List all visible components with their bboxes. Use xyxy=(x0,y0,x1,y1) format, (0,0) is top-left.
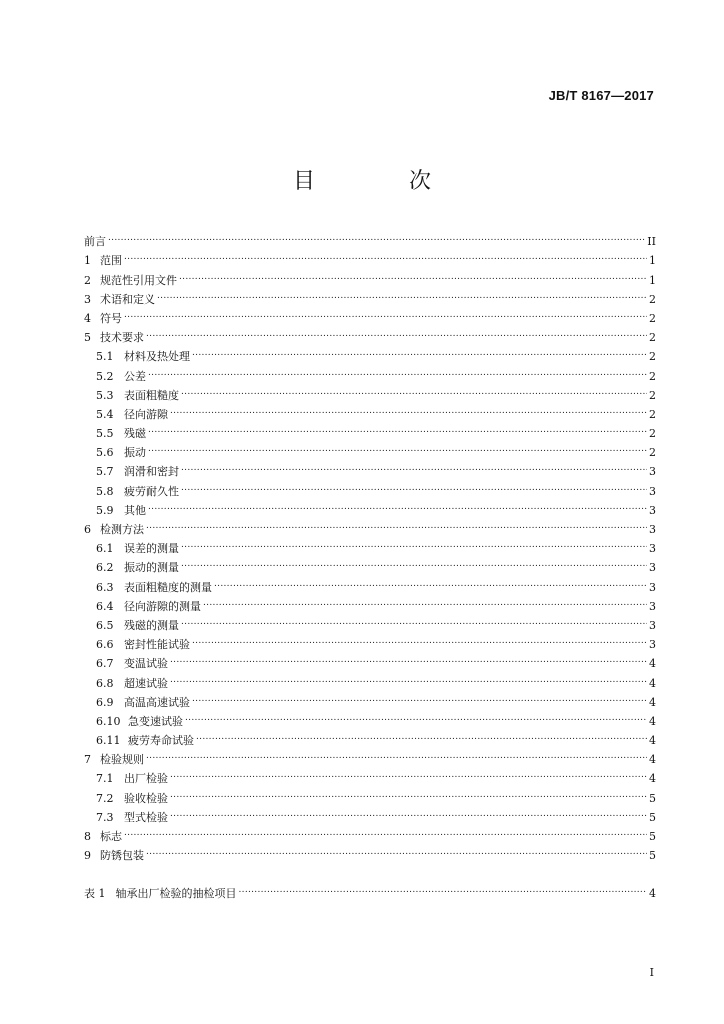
toc-entry-number: 7.2 xyxy=(96,791,114,805)
toc-entry-page: 3 xyxy=(649,618,656,632)
dot-leader xyxy=(124,821,647,840)
toc-entry-number: 6.5 xyxy=(96,618,114,632)
toc-entry-page: 2 xyxy=(649,311,656,325)
toc-entry-label: 前言 xyxy=(84,235,106,249)
toc-entry[interactable] xyxy=(84,840,656,863)
toc-entry[interactable] xyxy=(84,360,656,383)
dot-leader xyxy=(146,514,647,533)
toc-entry-number: 7.1 xyxy=(96,772,114,786)
toc-entry-label: 误差的测量 xyxy=(124,542,179,556)
toc-entry[interactable] xyxy=(84,667,656,690)
toc-entry-page: 3 xyxy=(649,561,656,575)
toc-entry-label: 出厂检验 xyxy=(124,772,168,786)
toc-entry-page: 2 xyxy=(649,292,656,306)
toc-entry-number: 5.8 xyxy=(96,484,114,498)
dot-leader xyxy=(181,552,647,571)
page-title: 目 次 xyxy=(292,169,467,194)
toc-entry-label: 残磁 xyxy=(124,427,146,441)
toc-entry-label: 验收检验 xyxy=(124,791,168,805)
toc-entry-page: 4 xyxy=(649,714,656,728)
toc-entry-number: 6 xyxy=(84,523,91,536)
toc-entry-number: 6.6 xyxy=(96,638,114,652)
toc-entry[interactable] xyxy=(84,802,656,824)
toc-entry-label: 检验规则 xyxy=(100,753,144,767)
dot-leader xyxy=(179,264,647,283)
toc-entry-number: 6.10 xyxy=(96,714,121,728)
toc-entry[interactable] xyxy=(84,821,656,843)
toc-entry-page: 3 xyxy=(649,580,656,594)
toc-entry[interactable] xyxy=(84,226,656,249)
dot-leader xyxy=(214,571,647,590)
toc-entry[interactable] xyxy=(84,495,656,517)
toc-entry-page: 5 xyxy=(649,810,656,824)
standard-number: JB/T 8167—2017 xyxy=(548,88,654,103)
toc-entry-label: 急变速试验 xyxy=(128,714,183,728)
toc-entry[interactable] xyxy=(84,418,656,441)
toc-entry-number: 2 xyxy=(84,273,91,287)
toc-entry-label: 高温高速试验 xyxy=(124,695,190,709)
toc-entry-number: 5.5 xyxy=(96,427,114,441)
toc-entry-label: 疲劳耐久性 xyxy=(124,484,179,498)
toc-entry-page: 3 xyxy=(649,503,656,517)
toc-entry[interactable] xyxy=(84,763,656,786)
toc-entry-number: 5.1 xyxy=(96,350,114,364)
toc-entry-label: 术语和定义 xyxy=(100,292,155,306)
dot-leader xyxy=(203,591,647,610)
toc-entry[interactable] xyxy=(84,303,656,325)
toc-entry-label: 技术要求 xyxy=(100,331,144,345)
toc-entry-page: II xyxy=(647,235,656,249)
toc-entry-number: 5.6 xyxy=(96,446,114,460)
toc-entry-label: 标志 xyxy=(100,830,122,843)
toc-entry-page: 5 xyxy=(649,791,656,805)
dot-leader xyxy=(181,533,647,552)
toc-entry-number: 6.9 xyxy=(96,695,114,709)
toc-entry-label: 型式检验 xyxy=(124,810,168,824)
toc-entry[interactable] xyxy=(84,380,656,402)
toc-entry[interactable] xyxy=(84,782,656,805)
toc-entry-label: 范围 xyxy=(100,254,122,268)
toc-entry[interactable] xyxy=(84,264,656,287)
toc-entry[interactable] xyxy=(84,648,656,671)
dot-leader xyxy=(185,706,647,725)
toc-entry-number: 8 xyxy=(84,830,91,843)
toc-entry-page: 3 xyxy=(649,638,656,652)
toc-entry[interactable] xyxy=(84,245,656,268)
toc-entry[interactable] xyxy=(84,514,656,536)
toc-entry-number: 5.3 xyxy=(96,388,114,402)
toc-entry-number: 7 xyxy=(84,753,91,767)
dot-leader xyxy=(170,667,647,686)
toc-entry-label: 润滑和密封 xyxy=(124,465,179,479)
toc-entry-number: 6.7 xyxy=(96,657,114,671)
toc-entry-number: 9 xyxy=(84,849,91,863)
toc-entry-page: 2 xyxy=(649,331,656,345)
dot-leader xyxy=(192,629,647,648)
toc-entry-number: 3 xyxy=(84,292,91,306)
toc-entry-page: 3 xyxy=(649,523,656,536)
toc-entry-number: 4 xyxy=(84,311,91,325)
dot-leader xyxy=(192,687,647,706)
toc-entry-label: 残磁的测量 xyxy=(124,618,179,632)
dot-leader xyxy=(148,437,647,456)
toc-entry-page: 4 xyxy=(649,657,656,671)
dot-leader xyxy=(170,782,647,801)
dot-leader xyxy=(157,284,647,303)
dot-leader xyxy=(170,802,647,821)
toc-entry-label: 检测方法 xyxy=(100,523,144,536)
toc-entry-page: 2 xyxy=(649,407,656,421)
dot-leader xyxy=(170,648,647,667)
toc-entry-label: 轴承出厂检验的抽检项目 xyxy=(115,887,237,901)
dot-leader xyxy=(192,341,647,360)
toc-entry-page: 2 xyxy=(649,427,656,441)
dot-leader xyxy=(108,226,646,245)
dot-leader xyxy=(124,245,647,264)
toc-entry-number: 7.3 xyxy=(96,810,114,824)
toc-entry-page: 1 xyxy=(649,273,656,287)
toc-entry-number: 5 xyxy=(84,331,91,345)
toc-entry[interactable] xyxy=(84,687,656,709)
toc-entry-label: 变温试验 xyxy=(124,657,168,671)
toc-entry[interactable] xyxy=(84,744,656,767)
toc-entry-page: 5 xyxy=(649,849,656,863)
toc-entry-page: 1 xyxy=(649,254,656,268)
toc-entry-page: 2 xyxy=(649,369,656,383)
toc-entry-page: 4 xyxy=(649,695,656,709)
dot-leader xyxy=(170,763,647,782)
toc-entry-label: 振动 xyxy=(124,446,146,460)
dot-leader xyxy=(170,399,647,418)
page-number: I xyxy=(649,966,654,979)
toc-entry-number: 6.4 xyxy=(96,599,114,613)
dot-leader xyxy=(196,725,647,744)
toc-entry-label: 规范性引用文件 xyxy=(100,273,177,287)
toc-entry-label: 超速试验 xyxy=(124,676,168,690)
toc-entry-page: 2 xyxy=(649,350,656,364)
toc-entry[interactable] xyxy=(84,341,656,364)
toc-entry-label: 振动的测量 xyxy=(124,561,179,575)
toc-entry-label: 其他 xyxy=(124,503,146,517)
toc-entry-page: 3 xyxy=(649,599,656,613)
dot-leader xyxy=(181,610,647,629)
toc-entry-number: 6.1 xyxy=(96,542,114,556)
toc-entry-number: 5.4 xyxy=(96,407,114,421)
table-of-contents xyxy=(84,226,656,901)
toc-entry-label: 径向游隙的测量 xyxy=(124,599,201,613)
toc-entry-label: 表面粗糙度 xyxy=(124,388,179,402)
toc-entry-number: 5.9 xyxy=(96,503,114,517)
toc-entry[interactable] xyxy=(84,322,656,345)
toc-entry-page: 4 xyxy=(649,772,656,786)
toc-entry-label: 密封性能试验 xyxy=(124,638,190,652)
toc-entry-label: 径向游隙 xyxy=(124,407,168,421)
toc-entry-label: 防锈包装 xyxy=(100,849,144,863)
toc-entry-label: 材料及热处理 xyxy=(124,350,190,364)
toc-entry[interactable] xyxy=(84,284,656,306)
toc-entry-page: 3 xyxy=(649,484,656,498)
toc-entry-number: 5.2 xyxy=(96,369,114,383)
dot-leader xyxy=(148,360,647,379)
table-list-entry[interactable] xyxy=(84,878,656,901)
toc-entry[interactable] xyxy=(84,456,656,479)
toc-entry-number: 表 1 xyxy=(84,887,106,901)
toc-entry-number: 6.2 xyxy=(96,561,114,575)
toc-entry-number: 1 xyxy=(84,254,91,268)
toc-entry-page: 4 xyxy=(649,753,656,767)
toc-entry-page: 4 xyxy=(649,887,656,901)
toc-entry-page: 4 xyxy=(649,734,656,748)
toc-entry-number: 6.8 xyxy=(96,676,114,690)
toc-entry-page: 2 xyxy=(649,388,656,402)
toc-entry-number: 5.7 xyxy=(96,465,114,479)
toc-entry-label: 疲劳寿命试验 xyxy=(128,734,194,748)
dot-leader xyxy=(181,456,647,475)
dot-leader xyxy=(146,744,647,763)
toc-entry-label: 表面粗糙度的测量 xyxy=(124,580,212,594)
dot-leader xyxy=(124,303,647,322)
toc-entry[interactable] xyxy=(84,533,656,556)
dot-leader xyxy=(181,380,647,399)
dot-leader xyxy=(181,475,647,494)
toc-entry-label: 公差 xyxy=(124,369,146,383)
dot-leader xyxy=(239,878,648,897)
dot-leader xyxy=(148,418,647,437)
toc-entry-number: 6.11 xyxy=(96,734,121,748)
dot-leader xyxy=(148,495,647,514)
toc-entry[interactable] xyxy=(84,437,656,460)
dot-leader xyxy=(146,840,647,859)
toc-entry-label: 符号 xyxy=(100,311,122,325)
toc-entry-page: 3 xyxy=(649,542,656,556)
toc-entry[interactable] xyxy=(84,399,656,421)
toc-entry-page: 5 xyxy=(649,830,656,843)
toc-entry-page: 3 xyxy=(649,465,656,479)
toc-entry-page: 2 xyxy=(649,446,656,460)
toc-entry-number: 6.3 xyxy=(96,580,114,594)
toc-entry-page: 4 xyxy=(649,676,656,690)
dot-leader xyxy=(146,322,647,341)
